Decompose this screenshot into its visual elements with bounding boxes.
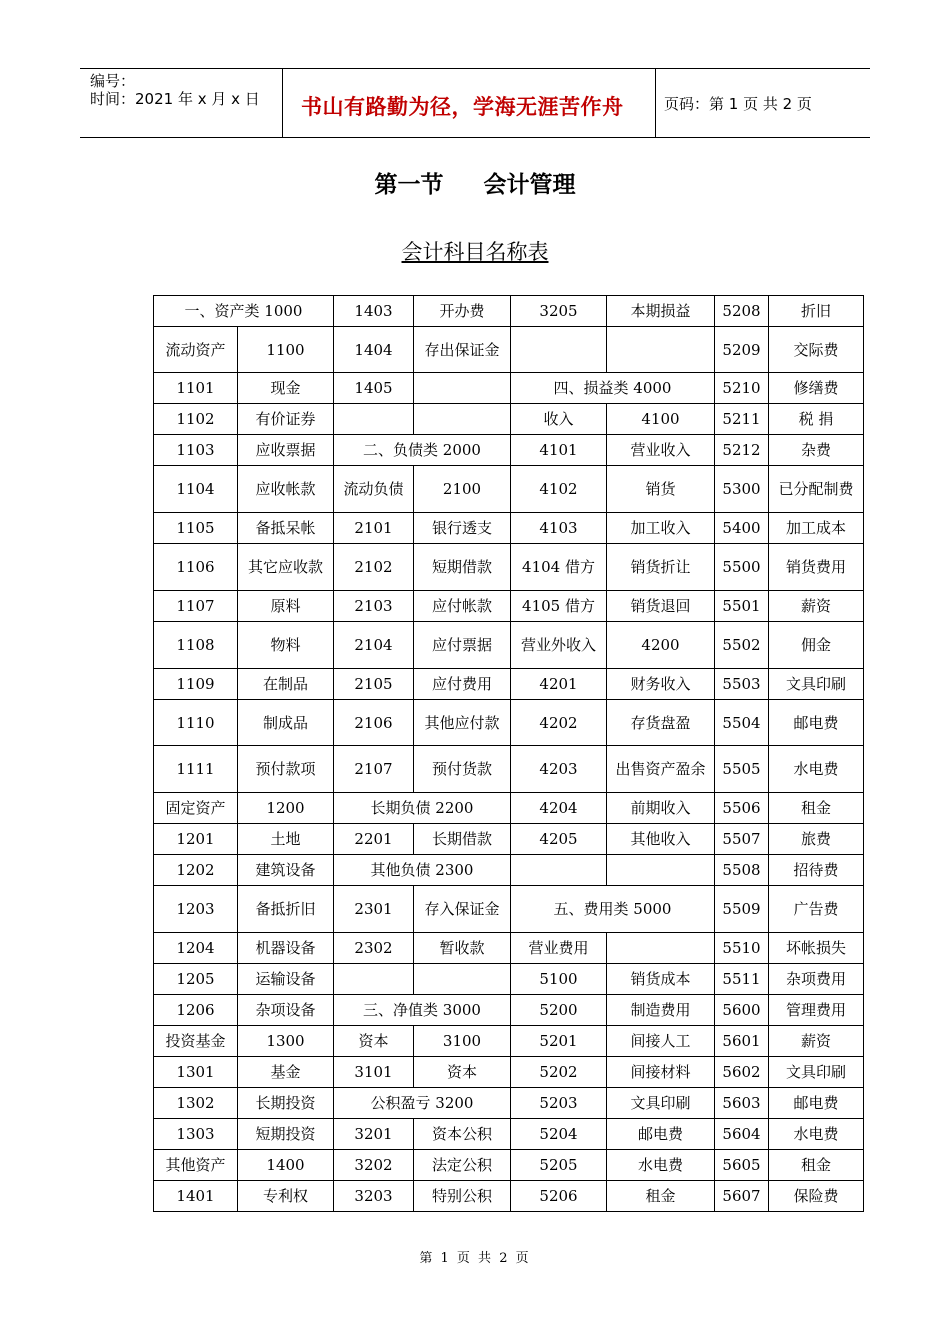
table-cell: 5500	[715, 544, 769, 591]
table-row	[154, 824, 864, 855]
table-cell: 5508	[715, 855, 769, 886]
table-cell: 4103	[511, 513, 607, 544]
table-cell: 3101	[334, 1057, 414, 1088]
table-cell: 5601	[715, 1026, 769, 1057]
table-row	[154, 669, 864, 700]
table-cell: 销货成本	[607, 964, 715, 995]
table-cell: 本期损益	[607, 296, 715, 327]
table-cell: 收入	[511, 404, 607, 435]
table-cell: 3201	[334, 1119, 414, 1150]
table-cell: 5211	[715, 404, 769, 435]
table-cell: 5209	[715, 327, 769, 373]
table-cell: 4200	[607, 622, 715, 669]
table-cell: 3202	[334, 1150, 414, 1181]
section-title	[0, 166, 950, 199]
table-cell: 加工收入	[607, 513, 715, 544]
table-cell: 3205	[511, 296, 607, 327]
table-cell: 5212	[715, 435, 769, 466]
table-cell: 4101	[511, 435, 607, 466]
table-cell: 预付货款	[414, 746, 511, 793]
table-row	[154, 1119, 864, 1150]
table-cell: 1200	[238, 793, 334, 824]
table-cell: 机器设备	[238, 933, 334, 964]
table-cell: 2106	[334, 700, 414, 746]
table-cell: 预付款项	[238, 746, 334, 793]
table-cell: 文具印刷	[769, 669, 864, 700]
table-cell: 招待费	[769, 855, 864, 886]
table-cell: 5400	[715, 513, 769, 544]
table-cell: 1108	[154, 622, 238, 669]
table-cell: 1102	[154, 404, 238, 435]
table-cell: 5203	[511, 1088, 607, 1119]
table-cell: 2302	[334, 933, 414, 964]
table-cell: 其他资产	[154, 1150, 238, 1181]
table-cell: 固定资产	[154, 793, 238, 824]
table-cell: 现金	[238, 373, 334, 404]
table-cell: 原料	[238, 591, 334, 622]
table-cell: 2201	[334, 824, 414, 855]
table-cell: 2107	[334, 746, 414, 793]
table-cell: 2103	[334, 591, 414, 622]
header-motto: 书山有路勤为径，学海无涯苦作舟	[301, 95, 624, 119]
table-cell: 应收帐款	[238, 466, 334, 513]
table-cell: 一、资产类 1000	[154, 296, 334, 327]
table-cell: 杂项费用	[769, 964, 864, 995]
table-cell: 销货	[607, 466, 715, 513]
table-cell: 2105	[334, 669, 414, 700]
table-cell: 4102	[511, 466, 607, 513]
table-cell: 5210	[715, 373, 769, 404]
table-cell: 营业外收入	[511, 622, 607, 669]
table-cell: 2102	[334, 544, 414, 591]
table-cell: 运输设备	[238, 964, 334, 995]
table-cell: 4202	[511, 700, 607, 746]
header-motto-cell	[283, 69, 656, 137]
table-cell	[607, 855, 715, 886]
table-cell: 5200	[511, 995, 607, 1026]
table-cell: 5300	[715, 466, 769, 513]
table-cell: 营业费用	[511, 933, 607, 964]
table-cell: 加工成本	[769, 513, 864, 544]
table-cell: 杂项设备	[238, 995, 334, 1026]
table-cell: 杂费	[769, 435, 864, 466]
table-row	[154, 435, 864, 466]
table-cell: 1103	[154, 435, 238, 466]
table-cell	[414, 964, 511, 995]
page-footer: 第 1 页 共 2 页	[419, 1251, 531, 1266]
table-row	[154, 296, 864, 327]
table-cell: 1204	[154, 933, 238, 964]
table-cell: 出售资产盈余	[607, 746, 715, 793]
table-cell: 流动负债	[334, 466, 414, 513]
table-cell: 水电费	[769, 746, 864, 793]
table-cell: 在制品	[238, 669, 334, 700]
table-cell: 特别公积	[414, 1181, 511, 1212]
table-cell: 2101	[334, 513, 414, 544]
account-titles-table	[153, 295, 864, 1212]
table-cell: 佣金	[769, 622, 864, 669]
table-cell: 邮电费	[769, 700, 864, 746]
table-cell: 1201	[154, 824, 238, 855]
page-header	[80, 68, 870, 138]
table-cell: 坏帐损失	[769, 933, 864, 964]
table-cell: 投资基金	[154, 1026, 238, 1057]
table-cell: 1404	[334, 327, 414, 373]
table-cell: 水电费	[769, 1119, 864, 1150]
document-number-label: 编号：	[90, 72, 136, 90]
table-cell: 二、负债类 2000	[334, 435, 511, 466]
table-cell: 5605	[715, 1150, 769, 1181]
table-cell: 4100	[607, 404, 715, 435]
table-cell: 5205	[511, 1150, 607, 1181]
table-cell: 间接人工	[607, 1026, 715, 1057]
table-cell: 邮电费	[607, 1119, 715, 1150]
table-row	[154, 1026, 864, 1057]
table-cell: 薪资	[769, 591, 864, 622]
table-cell: 管理费用	[769, 995, 864, 1026]
section-title-number: 第一节	[374, 172, 444, 198]
table-cell: 1400	[238, 1150, 334, 1181]
table-cell: 5502	[715, 622, 769, 669]
table-cell: 存货盘盈	[607, 700, 715, 746]
table-cell: 销货退回	[607, 591, 715, 622]
table-cell: 1110	[154, 700, 238, 746]
table-row	[154, 622, 864, 669]
header-page-number: 页码：第 1 页 共 2 页	[664, 95, 812, 113]
table-cell: 保险费	[769, 1181, 864, 1212]
table-cell: 5604	[715, 1119, 769, 1150]
table-row	[154, 886, 864, 933]
table-cell: 销货折让	[607, 544, 715, 591]
table-cell	[334, 404, 414, 435]
header-page-cell	[656, 69, 870, 137]
table-cell: 交际费	[769, 327, 864, 373]
table-cell: 银行透支	[414, 513, 511, 544]
table-row	[154, 466, 864, 513]
table-cell: 4104 借方	[511, 544, 607, 591]
table-cell: 资本	[334, 1026, 414, 1057]
table-cell: 专利权	[238, 1181, 334, 1212]
document-date: 时间：2021 年 x 月 x 日	[90, 90, 260, 108]
table-row	[154, 933, 864, 964]
table-cell: 1401	[154, 1181, 238, 1212]
table-cell: 1203	[154, 886, 238, 933]
table-cell: 基金	[238, 1057, 334, 1088]
table-cell: 长期借款	[414, 824, 511, 855]
table-row	[154, 793, 864, 824]
table-cell: 5607	[715, 1181, 769, 1212]
table-row	[154, 964, 864, 995]
table-cell: 广告费	[769, 886, 864, 933]
table-row	[154, 1088, 864, 1119]
table-cell: 1111	[154, 746, 238, 793]
table-cell: 1206	[154, 995, 238, 1026]
table-cell: 土地	[238, 824, 334, 855]
table-row	[154, 746, 864, 793]
table-cell: 5511	[715, 964, 769, 995]
table-cell: 存出保证金	[414, 327, 511, 373]
table-cell: 租金	[607, 1181, 715, 1212]
table-cell: 短期借款	[414, 544, 511, 591]
table-cell: 五、费用类 5000	[511, 886, 715, 933]
table-cell	[511, 327, 607, 373]
table-cell: 1202	[154, 855, 238, 886]
table-cell: 5603	[715, 1088, 769, 1119]
table-cell	[607, 327, 715, 373]
table-cell: 2100	[414, 466, 511, 513]
table-cell: 2104	[334, 622, 414, 669]
table-cell: 文具印刷	[607, 1088, 715, 1119]
table-row	[154, 855, 864, 886]
table-cell: 1101	[154, 373, 238, 404]
table-cell: 短期投资	[238, 1119, 334, 1150]
table-cell: 间接材料	[607, 1057, 715, 1088]
table-cell: 5510	[715, 933, 769, 964]
table-cell: 水电费	[607, 1150, 715, 1181]
table-cell: 旅费	[769, 824, 864, 855]
table-cell: 存入保证金	[414, 886, 511, 933]
table-cell: 4105 借方	[511, 591, 607, 622]
table-cell: 折旧	[769, 296, 864, 327]
table-cell	[414, 404, 511, 435]
table-cell: 5600	[715, 995, 769, 1026]
table-cell: 1104	[154, 466, 238, 513]
table-cell: 邮电费	[769, 1088, 864, 1119]
table-cell: 1105	[154, 513, 238, 544]
table-cell: 物料	[238, 622, 334, 669]
table-cell: 租金	[769, 1150, 864, 1181]
table-cell: 5204	[511, 1119, 607, 1150]
table-cell: 5505	[715, 746, 769, 793]
table-cell: 1303	[154, 1119, 238, 1150]
section-title-text: 会计管理	[483, 172, 576, 198]
table-cell: 租金	[769, 793, 864, 824]
table-cell: 1106	[154, 544, 238, 591]
table-cell: 其他负债 2300	[334, 855, 511, 886]
table-cell: 2301	[334, 886, 414, 933]
table-cell: 5202	[511, 1057, 607, 1088]
table-cell: 3100	[414, 1026, 511, 1057]
table-cell: 1403	[334, 296, 414, 327]
table-cell: 制造费用	[607, 995, 715, 1026]
table-cell: 税 捐	[769, 404, 864, 435]
table-cell: 5509	[715, 886, 769, 933]
table-cell: 开办费	[414, 296, 511, 327]
table-row	[154, 591, 864, 622]
table-cell: 财务收入	[607, 669, 715, 700]
table-cell: 4203	[511, 746, 607, 793]
table-cell: 其他收入	[607, 824, 715, 855]
table-cell: 1100	[238, 327, 334, 373]
table-cell: 营业收入	[607, 435, 715, 466]
table-row	[154, 404, 864, 435]
table-row	[154, 327, 864, 373]
table-title: 会计科目名称表	[401, 240, 549, 264]
table-row	[154, 700, 864, 746]
table-cell: 1300	[238, 1026, 334, 1057]
table-cell: 应付票据	[414, 622, 511, 669]
table-cell: 5504	[715, 700, 769, 746]
table-row	[154, 513, 864, 544]
table-cell: 5506	[715, 793, 769, 824]
table-cell: 长期负债 2200	[334, 793, 511, 824]
table-cell: 1302	[154, 1088, 238, 1119]
table-cell: 修缮费	[769, 373, 864, 404]
table-cell: 5503	[715, 669, 769, 700]
table-cell: 其他应付款	[414, 700, 511, 746]
table-row	[154, 1181, 864, 1212]
table-cell: 前期收入	[607, 793, 715, 824]
table-cell: 5507	[715, 824, 769, 855]
table-cell: 5208	[715, 296, 769, 327]
table-cell: 1107	[154, 591, 238, 622]
table-cell: 4205	[511, 824, 607, 855]
table-cell: 暂收款	[414, 933, 511, 964]
table-cell: 5201	[511, 1026, 607, 1057]
table-cell: 5602	[715, 1057, 769, 1088]
table-cell: 1405	[334, 373, 414, 404]
header-info-cell	[80, 69, 283, 137]
table-cell: 制成品	[238, 700, 334, 746]
table-row	[154, 995, 864, 1026]
table-cell: 1205	[154, 964, 238, 995]
table-cell	[334, 964, 414, 995]
table-cell: 其它应收款	[238, 544, 334, 591]
table-cell: 资本公积	[414, 1119, 511, 1150]
table-cell: 销货费用	[769, 544, 864, 591]
table-cell: 公积盈亏 3200	[334, 1088, 511, 1119]
table-cell: 5501	[715, 591, 769, 622]
table-cell	[511, 855, 607, 886]
table-cell: 文具印刷	[769, 1057, 864, 1088]
table-cell: 备抵呆帐	[238, 513, 334, 544]
table-cell: 已分配制费	[769, 466, 864, 513]
table-cell: 有价证券	[238, 404, 334, 435]
table-cell: 备抵折旧	[238, 886, 334, 933]
table-cell: 1301	[154, 1057, 238, 1088]
table-cell: 4204	[511, 793, 607, 824]
table-cell: 应付费用	[414, 669, 511, 700]
table-cell: 薪资	[769, 1026, 864, 1057]
table-cell: 5206	[511, 1181, 607, 1212]
table-cell: 应付帐款	[414, 591, 511, 622]
table-cell: 资本	[414, 1057, 511, 1088]
table-cell: 应收票据	[238, 435, 334, 466]
table-cell: 长期投资	[238, 1088, 334, 1119]
table-cell: 4201	[511, 669, 607, 700]
table-cell	[414, 373, 511, 404]
table-cell: 法定公积	[414, 1150, 511, 1181]
table-cell: 1109	[154, 669, 238, 700]
table-row	[154, 373, 864, 404]
table-cell: 5100	[511, 964, 607, 995]
table-row	[154, 1150, 864, 1181]
table-cell: 建筑设备	[238, 855, 334, 886]
table-cell	[607, 933, 715, 964]
table-cell: 三、净值类 3000	[334, 995, 511, 1026]
table-cell: 四、损益类 4000	[511, 373, 715, 404]
table-cell: 3203	[334, 1181, 414, 1212]
table-row	[154, 1057, 864, 1088]
table-cell: 流动资产	[154, 327, 238, 373]
table-row	[154, 544, 864, 591]
